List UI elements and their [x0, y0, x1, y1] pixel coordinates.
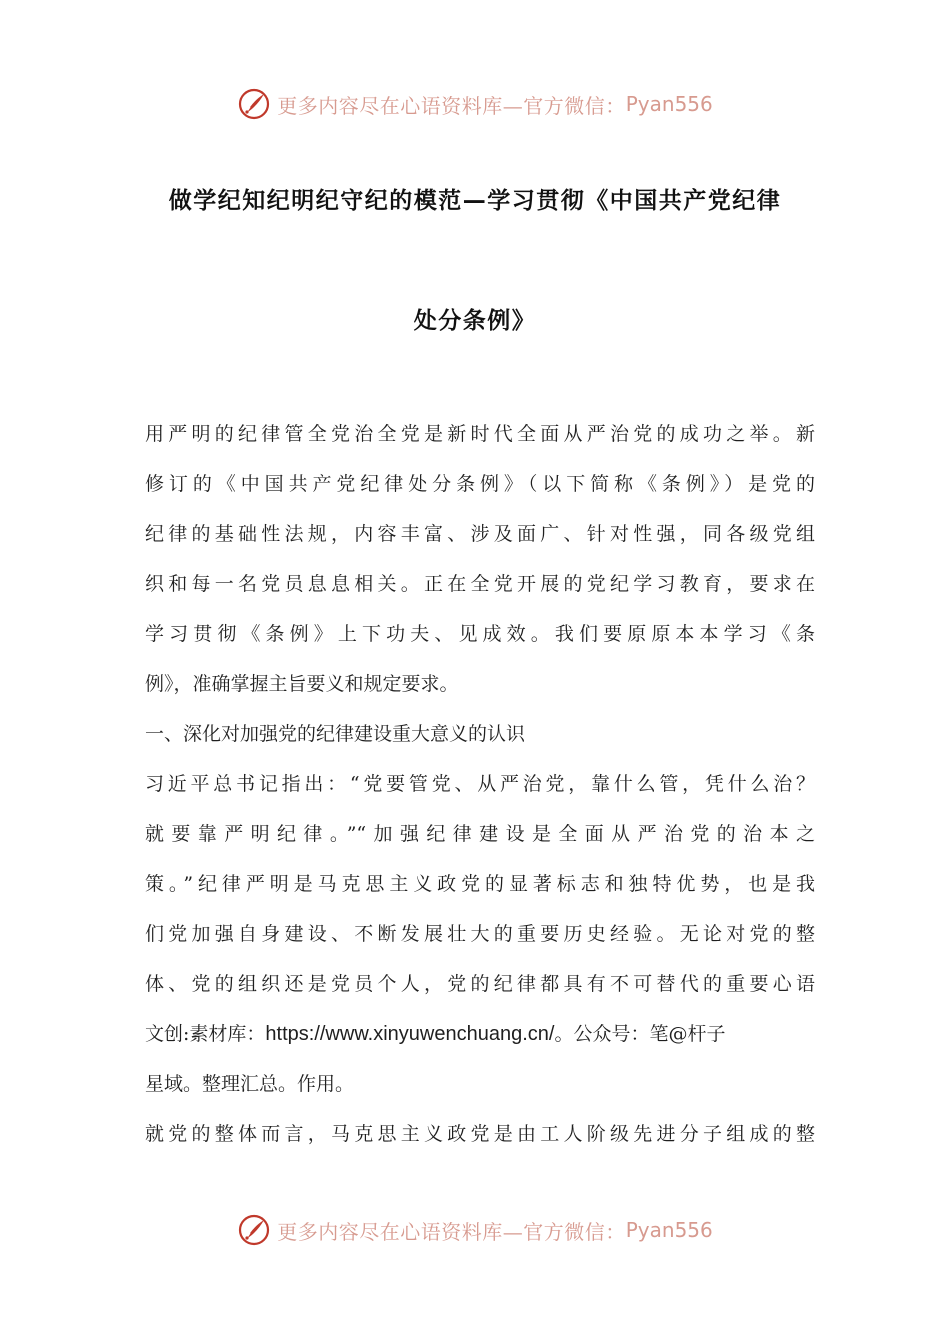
url-suffix: 。公众号：笔@杆子	[554, 1023, 726, 1045]
banner-text: 更多内容尽在心语资料库—官方微信：	[277, 1219, 626, 1244]
website-url: https://www.xinyuwenchuang.cn/	[265, 1023, 555, 1045]
header-watermark-banner	[0, 82, 950, 126]
paragraph-line: 例》，准确掌握主旨要义和规定要求。	[145, 673, 459, 695]
url-prefix: 文创:素材库：	[145, 1023, 266, 1045]
paragraph-line: 织和每一名党员息息相关。正在全党开展的党纪学习教育，要求在	[145, 573, 815, 595]
paragraph-line: 学习贯彻《条例》上下功夫、见成效。我们要原原本本学习《条	[145, 623, 815, 645]
banner-wechat-id: Pyan556	[625, 1218, 713, 1242]
paragraph-line: 用严明的纪律管全党治全党是新时代全面从严治党的成功之举。新	[145, 423, 815, 445]
banner-wechat-id: Pyan556	[625, 92, 713, 116]
paragraph-line: 就党的整体而言，马克思主义政党是由工人阶级先进分子组成的整	[145, 1123, 815, 1145]
paragraph-line: 就要靠严明纪律。”“加强纪律建设是全面从严治党的治本之	[145, 823, 815, 845]
section-heading: 一、深化对加强党的纪律建设重大意义的认识	[145, 723, 526, 745]
paragraph-line: 习近平总书记指出：“党要管党、从严治党，靠什么管，凭什么治？	[145, 773, 815, 795]
page-title-line-1: 做学纪知纪明纪守纪的模范—学习贯彻《中国共产党纪律	[168, 188, 782, 214]
banner-text: 更多内容尽在心语资料库—官方微信：	[277, 93, 626, 118]
paragraph-line: 策。”纪律严明是马克思主义政党的显著标志和独特优势，也是我	[145, 873, 815, 895]
paragraph-line-with-url	[145, 1014, 815, 1064]
quill-pen-logo-icon	[237, 1213, 271, 1247]
paragraph-line: 们党加强自身建设、不断发展壮大的重要历史经验。无论对党的整	[145, 923, 815, 945]
paragraph-line: 体、党的组织还是党员个人，党的纪律都具有不可替代的重要心语	[145, 973, 815, 995]
paragraph-line: 星域。整理汇总。作用。	[145, 1073, 355, 1095]
paragraph-line: 修订的《中国共产党纪律处分条例》（以下简称《条例》）是党的	[145, 473, 815, 495]
paragraph-line: 纪律的基础性法规，内容丰富、涉及面广、针对性强，同各级党组	[145, 523, 815, 545]
footer-watermark-banner	[0, 1208, 950, 1252]
page-title-line-2: 处分条例》	[413, 308, 537, 334]
document-body	[145, 414, 815, 1164]
quill-pen-logo-icon	[237, 87, 271, 121]
